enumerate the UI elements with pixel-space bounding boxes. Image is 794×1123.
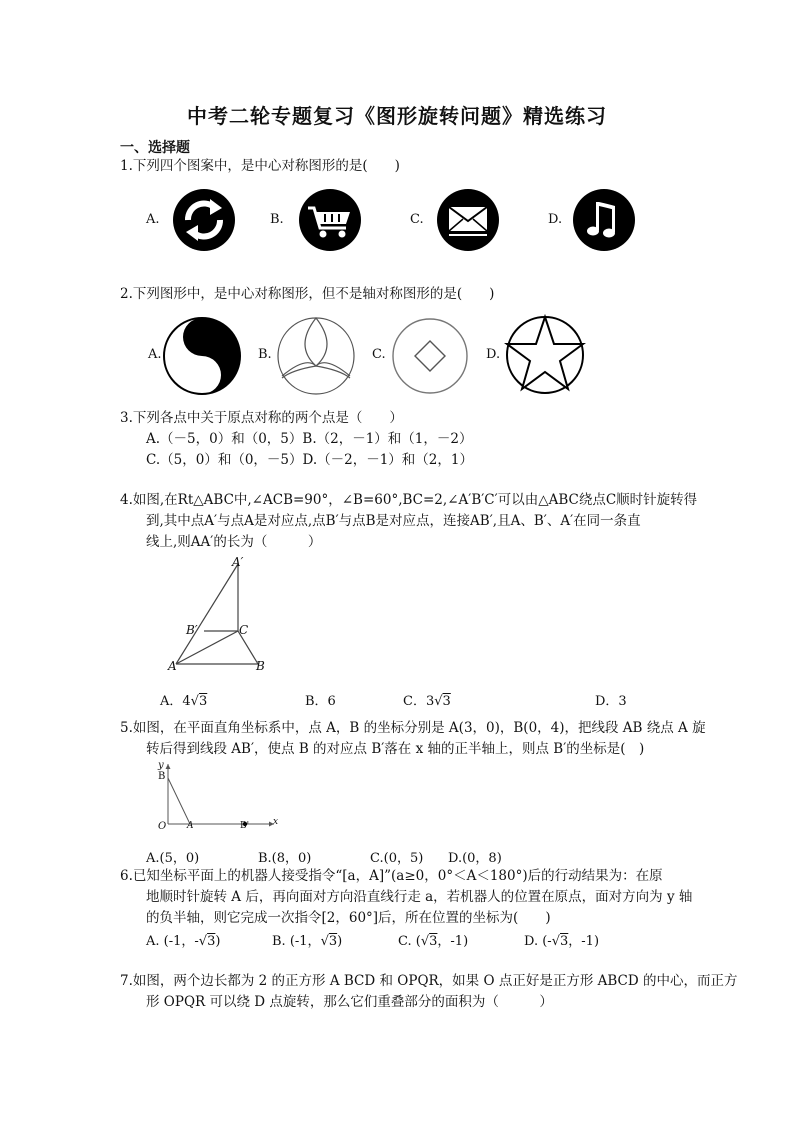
q2-label-b: B.	[258, 347, 272, 362]
star-circle-figure	[504, 314, 586, 396]
yin-yang-figure	[162, 316, 242, 396]
q5-stem-line2: 转后得到线段 AB′，使点 B 的对应点 B′落在 x 轴的正半轴上，则点 B′的坐标是( )	[146, 741, 645, 757]
q7-stem-line1: 7.如图，两个边长都为 2 的正方形 A BCD 和 OPQR，如果 O 点正好是正方形 ABCD 的中心，而正方	[120, 973, 738, 989]
q4-option-b: B．6	[305, 694, 336, 709]
q5-label-o: O	[158, 821, 167, 832]
q3-stem: 3.下列各点中关于原点对称的两个点是（ ）	[120, 410, 403, 426]
q4-label-a-prime: A′	[232, 555, 244, 569]
q5-option-d: D.(0，8)	[448, 851, 502, 866]
q5-label-y: y	[158, 760, 164, 771]
q5-label-b-prime: B'	[240, 821, 250, 831]
q5-stem-line1: 5.如图，在平面直角坐标系中，点 A，B 的坐标分别是 A(3，0)，B(0，4)，把线段 AB 绕点 A 旋	[120, 720, 706, 736]
q4-stem-line2: 到,其中点A′与点A是对应点,点B′与点B是对应点，连接AB′,且A、B′、A′在同一条直	[146, 513, 641, 529]
q1-label-d: D.	[548, 212, 563, 227]
q4-label-a: A	[168, 659, 177, 673]
q5-label-x: x	[273, 817, 279, 827]
q4-triangle-figure	[166, 556, 270, 674]
q5-option-a: A.(5，0)	[146, 851, 200, 866]
q6-stem-line3: 的负半轴，则它完成一次指令[2，60°]后，所在位置的坐标为( )	[146, 910, 551, 926]
q2-stem: 2.下列图形中，是中心对称图形，但不是轴对称图形的是( )	[120, 286, 495, 302]
q4-option-c: C．3√3	[403, 694, 451, 709]
q5-option-c: C.(0，5)	[370, 851, 424, 866]
envelope-icon	[436, 188, 500, 252]
q2-label-d: D.	[486, 347, 501, 362]
music-note-icon	[572, 188, 636, 252]
q2-label-a: A.	[148, 347, 162, 362]
recycle-arrows-icon	[172, 188, 236, 252]
q6-option-b: B. (-1，√3)	[272, 934, 343, 949]
q3-options-line2: C.（5，0）和（0，－5）D.（－2，－1）和（2，1）	[146, 452, 473, 468]
section-heading: 一、选择题	[120, 140, 190, 156]
shopping-cart-icon	[298, 188, 362, 252]
q4-option-a: A．4√3	[160, 694, 208, 709]
q2-label-c: C.	[372, 347, 386, 362]
q5-coordinate-figure	[148, 760, 280, 838]
q6-option-d: D. (-√3，-1)	[524, 934, 600, 949]
q5-label-b: B	[158, 771, 166, 782]
q4-option-d: D．3	[595, 694, 627, 709]
q3-options-line1: A.（－5，0）和（0，5）B.（2，－1）和（1，－2）	[146, 431, 473, 447]
q1-label-b: B.	[270, 212, 284, 227]
q6-option-c: C. (√3，-1)	[398, 934, 469, 949]
q5-label-a: A	[187, 821, 194, 831]
page-title: 中考二轮专题复习《图形旋转问题》精选练习	[187, 104, 607, 128]
q1-stem: 1.下列四个图案中，是中心对称图形的是( )	[120, 158, 400, 174]
q6-stem-line1: 6.已知坐标平面上的机器人接受指令“[a，A]”(a≥0，0°＜A＜180°)后的行动结果为：在原	[120, 868, 663, 884]
q4-label-b-prime: B′	[186, 623, 198, 637]
q1-label-a: A.	[146, 212, 160, 227]
three-petal-figure	[276, 316, 356, 396]
q7-stem-line2: 形 OPQR 可以绕 D 点旋转，那么它们重叠部分的面积为（ ）	[146, 994, 553, 1010]
q4-label-b: B	[256, 659, 265, 673]
q4-stem-line3: 线上,则AA′的长为（ ）	[146, 534, 322, 550]
q4-stem-line1: 4.如图,在Rt△ABC中,∠ACB=90°，∠B=60°,BC=2,∠A′B′C′可以由△ABC绕点C顺时针旋转得	[120, 492, 698, 508]
q4-label-c: C	[239, 623, 249, 637]
q1-label-c: C.	[410, 212, 424, 227]
q6-option-a: A. (-1，-√3)	[146, 934, 221, 949]
q6-stem-line2: 地顺时针旋转 A 后，再向面对方向沿直线行走 a，若机器人的位置在原点，面对方向为 y 轴	[146, 889, 693, 905]
q5-option-b: B.(8，0)	[258, 851, 312, 866]
circle-diamond-figure	[390, 316, 470, 396]
